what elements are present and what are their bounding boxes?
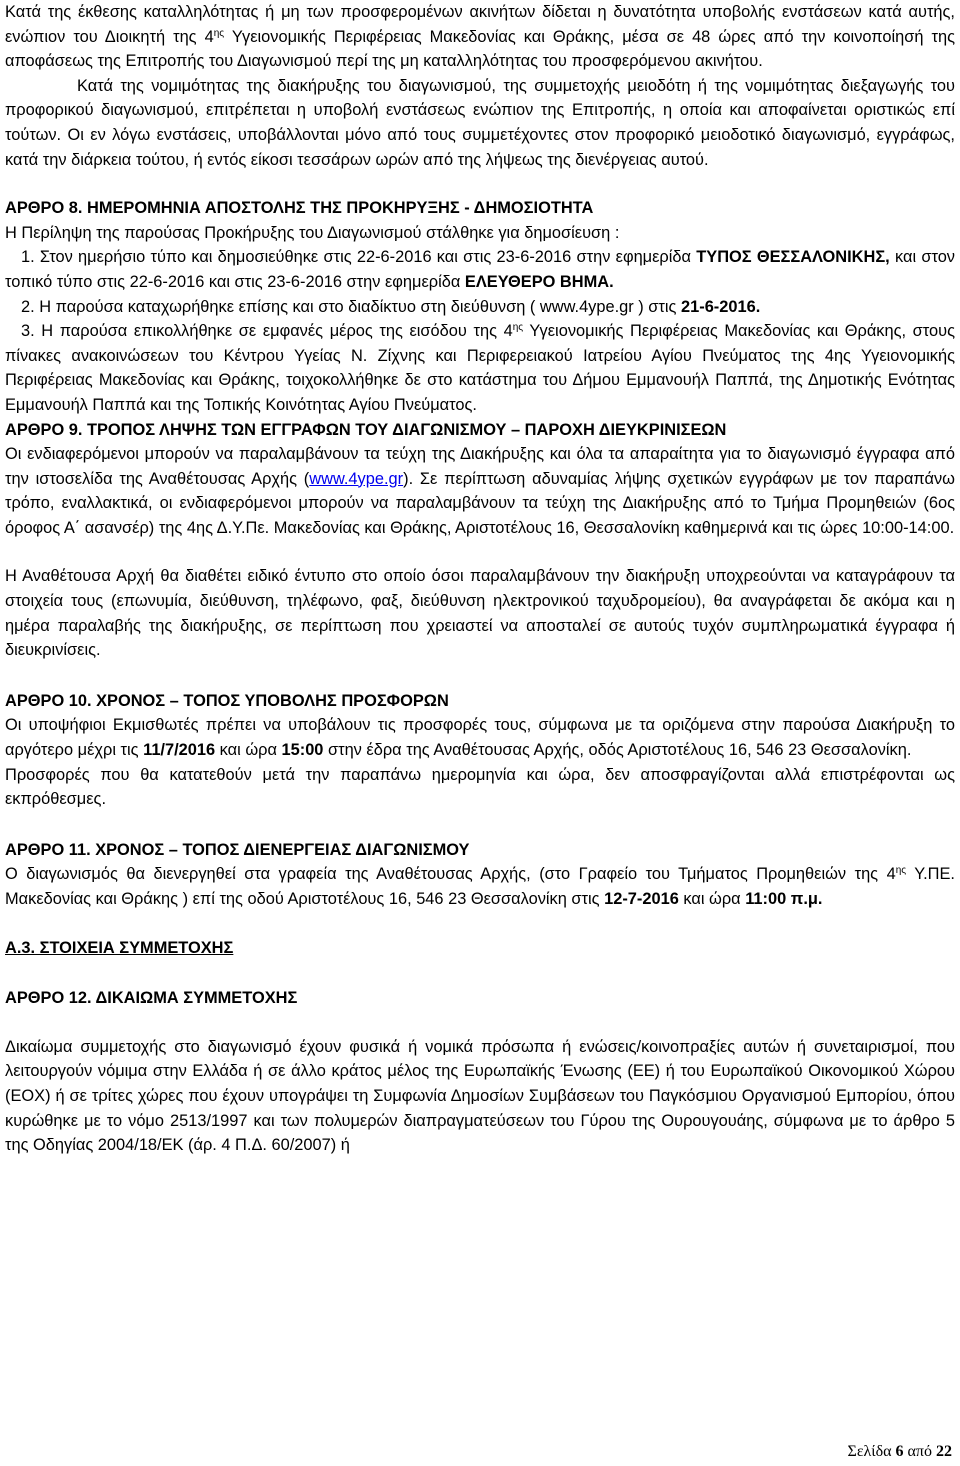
article-10-heading: ΑΡΘΡΟ 10. ΧΡΟΝΟΣ – ΤΟΠΟΣ ΥΠΟΒΟΛΗΣ ΠΡΟΣΦΟΡΩΝ xyxy=(5,691,449,710)
article-12-paragraph-1: Δικαίωμα συμμετοχής στο διαγωνισμό έχουν φυσικά ή νομικά πρόσωπα ή ενώσεις/κοινοπραξίες αυτών ή συνεταιρισμοί, που λειτουργούν νόμιμα στην Ελλάδα ή σε άλλο κράτος μέλος της Ευρωπαϊκής Ένωσης (ΕΕ) ή του Ευρωπαϊκού Οικονομικού Χώρου (ΕΟΧ) ή σε τρίτες χώρες που έχουν υπογράψει τη Συμφωνία Δημοσίων Συμβάσεων του Παγκόσμιου Οργανισμού Εμπορίου, όπου κυρώθηκε με το νόμο 2513/1997 και των πολυμερών διαπραγματεύσεων του Γύρου της Ουρουγουάης, σύμφωνα με το άρθρο 5 της Οδηγίας 2004/18/ΕΚ (άρ. 4 Π.Δ. 60/2007) ή xyxy=(5,1037,955,1155)
website-link[interactable]: www.4ype.gr xyxy=(309,469,404,488)
article-11-heading: ΑΡΘΡΟ 11. ΧΡΟΝΟΣ – ΤΟΠΟΣ ΔΙΕΝΕΡΓΕΙΑΣ ΔΙΑΓΩΝΙΣΜΟΥ xyxy=(5,840,470,859)
section-a3-heading: Α.3. ΣΤΟΙΧΕΙΑ ΣΥΜΜΕΤΟΧΗΣ xyxy=(5,938,234,957)
article-9-paragraph-2: Η Αναθέτουσα Αρχή θα διαθέτει ειδικό έντυπο στο οποίο όσοι παραλαμβάνουν την διακήρυξη υποχρεούνται να καταγράφουν τα στοιχεία τους (επωνυμία, διεύθυνση, τηλέφωνο, φαξ, διεύθυνση ηλεκτρονικού ταχυδρομείου), θα αναγράφεται δε ακόμα και η ημέρα παραλαβής της διακήρυξης, σε περίπτωση που χρειαστεί να αποσταλεί σε αυτούς τυχόν συμπληρωματικά έγγραφα ή διευκρινίσεις. xyxy=(5,567,955,660)
intro-paragraph-1: Κατά της έκθεσης καταλληλότητας ή μη των προσφερομένων ακινήτων δίδεται η δυνατότητα υποβολής ενστάσεων κατά αυτής, ενώπιον του Διοικητή της $4^{\eta\varsigma}$ Υγειονομικής Περιφέρειας Μακεδονίας και Θράκης, μέσα σε 48 ώρες από την κοινοποίησή της αποφάσεως της Επιτροπής του Διαγωνισμού περί της μη καταλληλότητας του προσφερόμενου ακινήτου. xyxy=(5,3,955,71)
article-10-paragraph-1: Οι υποψήφιοι Εκμισθωτές πρέπει να υποβάλουν τις προσφορές τους, σύμφωνα με τα οριζόμενα στην παρούσα Διακήρυξη το αργότερο μέχρι τις 11/7/2016 και ώρα 15:00 στην έδρα της Αναθέτουσας Αρχής, οδός Αριστοτέλους 16, 546 23 Θεσσαλονίκη. xyxy=(5,716,955,760)
article-9-paragraph-1: Οι ενδιαφερόμενοι μπορούν να παραλαμβάνουν τα τεύχη της Διακήρυξης και όλα τα απαραίτητα για το διαγωνισμό έγγραφα από την ιστοσελίδα της Αναθέτουσας Αρχής (www.4ype.gr). Σε περίπτωση αδυναμίας λήψης σχετικών εγγράφων με τον παραπάνω τρόπο, εναλλακτικά, οι ενδιαφερόμενοι μπορούν να παραλαμβάνουν τα τεύχη της Διακήρυξης από το Τμήμα Προμηθειών (6ος όροφος Α΄ ασανσέρ) της 4ης Δ.Υ.Πε. Μακεδονίας και Θράκης, Αριστοτέλους 16, Θεσσαλονίκη καθημερινά και τις ώρες 10:00-14:00. xyxy=(5,445,955,537)
document-page xyxy=(5,0,955,1158)
intro-paragraph-2: Κατά της νομιμότητας της διακήρυξης του διαγωνισμού, της συμμετοχής μειοδότη ή της νομιμότητας διεξαγωγής του προφορικού διαγωνισμού, επιτρέπεται η υποβολή ενστάσεως ενώπιον της Επιτροπής, η οποία και αποφαίνεται οριστικώς επί τούτων. Οι εν λόγω ενστάσεις, υποβάλλονται μόνο από τους συμμετέχοντες στον προφορικό μειοδοτικό διαγωνισμό, εγγράφως, κατά την διάρκεια τούτου, ή εντός είκοσι τεσσάρων ωρών από της λήψεως της διενέργειας αυτού. xyxy=(5,76,955,169)
article-9-heading: ΑΡΘΡΟ 9. ΤΡΟΠΟΣ ΛΗΨΗΣ ΤΩΝ ΕΓΓΡΑΦΩΝ ΤΟΥ ΔΙΑΓΩΝΙΣΜΟΥ – ΠΑΡΟΧΗ ΔΙΕΥΚΡΙΝΙΣΕΩΝ xyxy=(5,420,727,439)
article-11-paragraph-1: Ο διαγωνισμός θα διενεργηθεί στα γραφεία της Αναθέτουσας Αρχής, (στο Γραφείο του Τμήματος Προμηθειών της $4^{\eta\varsigma}$ Υ.ΠΕ. Μακεδονίας και Θράκης ) επί της οδού Αριστοτέλους 16, 546 23 Θεσσαλονίκη στις 12-7-2016 και ώρα 11:00 π.μ. xyxy=(5,865,955,908)
article-8-heading: ΑΡΘΡΟ 8. ΗΜΕΡΟΜΗΝΙΑ ΑΠΟΣΤΟΛΗΣ ΤΗΣ ΠΡΟΚΗΡΥΞΗΣ - ΔΗΜΟΣΙΟΤΗΤΑ xyxy=(5,199,594,218)
article-8-item-3: 3. Η παρούσα επικολλήθηκε σε εμφανές μέρος της εισόδου της $4^{\eta\varsigma}$ Υγειονομικής Περιφέρειας Μακεδονίας και Θράκης, στους πίνακες ανακοινώσεων του Κέντρου Υγείας Ν. Ζίχνης και Περιφερειακού Ιατρείου Αγίου Πνεύματος της 4ης Υγειονομικής Περιφέρειας Μακεδονίας και Θράκης, τοιχοκολλήθηκε δε στο κατάστημα του Δήμου Εμμανουήλ Παππά, της Δημοτικής Ενότητας Εμμανουήλ Παππά και της Τοπικής Κοινότητας Αγίου Πνεύματος. xyxy=(5,322,956,414)
page-footer: Σελίδα 6 από 22 xyxy=(847,1443,952,1460)
article-12-heading: ΑΡΘΡΟ 12. ΔΙΚΑΙΩΜΑ ΣΥΜΜΕΤΟΧΗΣ xyxy=(5,989,298,1008)
article-10-paragraph-2: Προσφορές που θα κατατεθούν μετά την παραπάνω ημερομηνία και ώρα, δεν αποσφραγίζονται αλλά επιστρέφονται ως εκπρόθεσμες. xyxy=(5,765,955,809)
article-8-item-2: 2. Η παρούσα καταχωρήθηκε επίσης και στο διαδίκτυο στη διεύθυνση ( www.4ype.gr ) στις 21-6-2016. xyxy=(21,297,761,316)
article-8-item-1: 1. Στον ημερήσιο τύπο και δημοσιεύθηκε στις 22-6-2016 και στις 23-6-2016 στην εφημερίδα ΤΥΠΟΣ ΘΕΣΣΑΛΟΝΙΚΗΣ, και στον τοπικό τύπο στις 22-6-2016 και στις 23-6-2016 στην εφημερίδα ΕΛΕΥΘΕΡΟ ΒΗΜΑ. xyxy=(5,248,956,291)
article-8-lead: Η Περίληψη της παρούσας Προκήρυξης του Διαγωνισμού στάλθηκε για δημοσίευση : xyxy=(5,223,620,242)
